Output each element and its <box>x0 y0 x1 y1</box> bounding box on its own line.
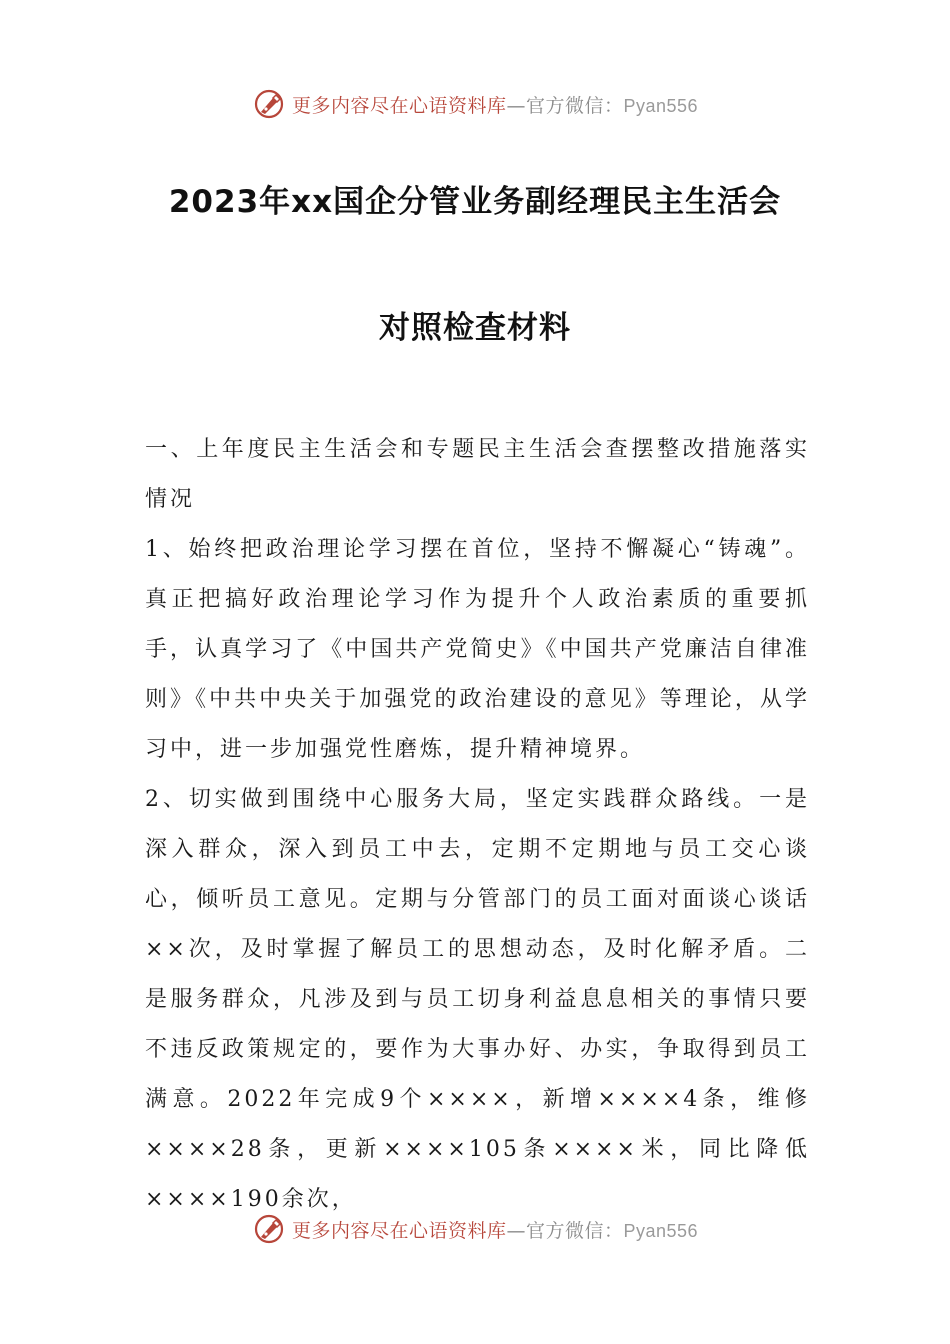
watermark-id: Pyan556 <box>623 1220 699 1241</box>
document-body <box>145 425 810 1225</box>
footer-watermark <box>0 1207 950 1251</box>
watermark-id: Pyan556 <box>623 95 699 116</box>
watermark-dash: — <box>506 94 526 117</box>
header-watermark <box>0 82 950 126</box>
watermark-text <box>292 1216 698 1243</box>
watermark-sub: 官方微信： <box>525 94 624 117</box>
pen-nib-logo-icon <box>252 87 286 121</box>
pen-nib-logo-icon <box>252 1212 286 1246</box>
watermark-text <box>292 91 698 118</box>
paragraph-1: 1、始终把政治理论学习摆在首位，坚持不懈凝心“铸魂”。真正把搞好政治理论学习作为提升个人政治素质的重要抓手，认真学习了《中国共产党简史》《中国共产党廉洁自律准则》《中共中央关于加强党的政治建设的意见》等理论，从学习中，进一步加强党性磨炼，提升精神境界。 <box>145 537 810 762</box>
watermark-main: 更多内容尽在心语资料库 <box>291 1219 507 1242</box>
document-title-line2: 对照检查材料 <box>379 310 571 346</box>
section-heading: 一、上年度民主生活会和专题民主生活会查摆整改措施落实情况 <box>145 437 810 512</box>
watermark-sub: 官方微信： <box>525 1219 624 1242</box>
watermark-dash: — <box>506 1219 526 1242</box>
watermark-main: 更多内容尽在心语资料库 <box>291 94 507 117</box>
paragraph-2: 2、切实做到围绕中心服务大局，坚定实践群众路线。一是深入群众，深入到员工中去，定期不定期地与员工交心谈心，倾听员工意见。定期与分管部门的员工面对面谈心谈话××次，及时掌握了解员工的思想动态，及时化解矛盾。二是服务群众，凡涉及到与员工切身利益息息相关的事情只要不违反政策规定的，要作为大事办好、办实，争取得到员工满意。2022年完成9个××××，新增××××4条，维修××××28条，更新××××105条××××米，同比降低××××190余次， <box>145 787 810 1212</box>
document-title-line1: 2023年xx国企分管业务副经理民主生活会 <box>168 184 782 220</box>
